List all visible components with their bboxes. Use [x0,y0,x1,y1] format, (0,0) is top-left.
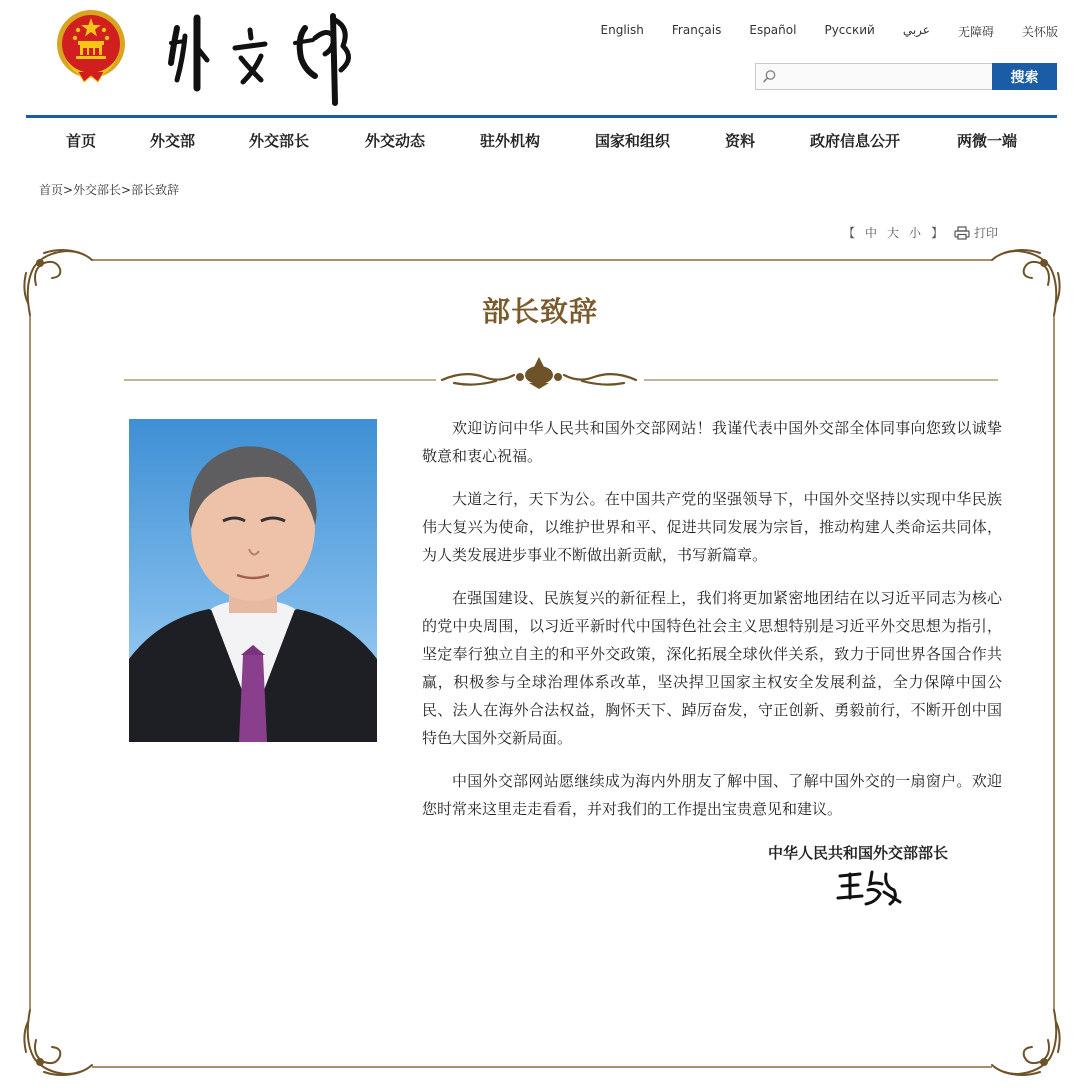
nav-minister[interactable]: 外交部长 [249,132,310,150]
paragraph: 欢迎访问中华人民共和国外交部网站！我谨代表中国外交部全体同事向您致以诚挚敬意和衷心祝福。 [422,419,1002,465]
signature-title: 中华人民共和国外交部部长 [768,844,949,862]
lang-russian[interactable]: Русский [824,23,875,37]
site-header [0,0,1080,115]
lang-english[interactable]: English [600,23,644,37]
bracket-open: 【 [843,226,856,240]
welcome-message [422,414,1002,838]
nav-social-media[interactable]: 两微一端 [957,132,1018,150]
search-box [755,63,993,90]
nav-diplomatic-news[interactable]: 外交动态 [365,132,426,150]
paragraph: 在强国建设、民族复兴的新征程上，我们将更加紧密地团结在以习近平同志为核心的党中央周围，以习近平新时代中国特色社会主义思想特别是习近平外交思想为指引，坚定奉行独立自主的和平外交政策，深化拓展全球伙伴关系，致力于同世界各国合作共赢，积极参与全球治理体系改革，坚决捍卫国家主权安全发展利益，全力保障中国公民、法人在海外合法权益，胸怀天下、踔厉奋发，守正创新、勇毅前行，不断开创中国特色大国外交新局面。 [422,589,1002,747]
search-icon [762,69,777,84]
font-large-button[interactable]: 大 [887,226,900,240]
search-button[interactable]: 搜索 [992,63,1057,90]
search-input[interactable] [782,67,987,87]
national-emblem-icon[interactable] [54,8,128,84]
nav-ministry[interactable]: 外交部 [150,132,196,150]
minister-portrait [129,419,377,742]
nav-resources[interactable]: 资料 [725,132,756,150]
paragraph: 中国外交部网站愿继续成为海内外朋友了解中国、了解中国外交的一扇窗户。欢迎您时常来这里走走看看，并对我们的工作提出宝贵意见和建议。 [422,772,1002,818]
handwritten-signature [836,868,902,906]
lang-spanish[interactable]: Español [749,23,797,37]
print-button[interactable] [954,224,998,241]
bracket-close: 】 [931,226,944,240]
font-size-controls [838,224,948,241]
main-nav [26,118,1057,160]
page-title: 部长致辞 [481,295,598,328]
ornamental-divider [124,355,998,389]
breadcrumb[interactable]: 首页>外交部长>部长致辞 [39,183,180,197]
nav-government-info[interactable]: 政府信息公开 [810,132,901,150]
care-version-link[interactable]: 关怀版 [1021,25,1058,39]
lang-french[interactable]: Français [671,23,722,37]
font-small-button[interactable]: 小 [909,226,922,240]
print-label: 打印 [974,226,999,240]
lang-arabic[interactable]: عربي [902,23,930,37]
paragraph: 大道之行，天下为公。在中国共产党的坚强领导下，中国外交坚持以实现中华民族伟大复兴为使命，以维护世界和平、促进共同发展为宗旨，推动构建人类命运共同体，为人类发展进步事业不断做出新贡献，书写新篇章。 [422,490,1002,564]
nav-missions-abroad[interactable]: 驻外机构 [480,132,541,150]
language-menu [601,23,1058,40]
nav-countries-organizations[interactable]: 国家和组织 [595,132,671,150]
font-medium-button[interactable]: 中 [865,226,878,240]
accessibility-link[interactable]: 无障碍 [957,25,994,39]
printer-icon [954,226,970,240]
ministry-calligraphy-logo[interactable] [165,8,360,108]
nav-home[interactable]: 首页 [66,132,97,150]
